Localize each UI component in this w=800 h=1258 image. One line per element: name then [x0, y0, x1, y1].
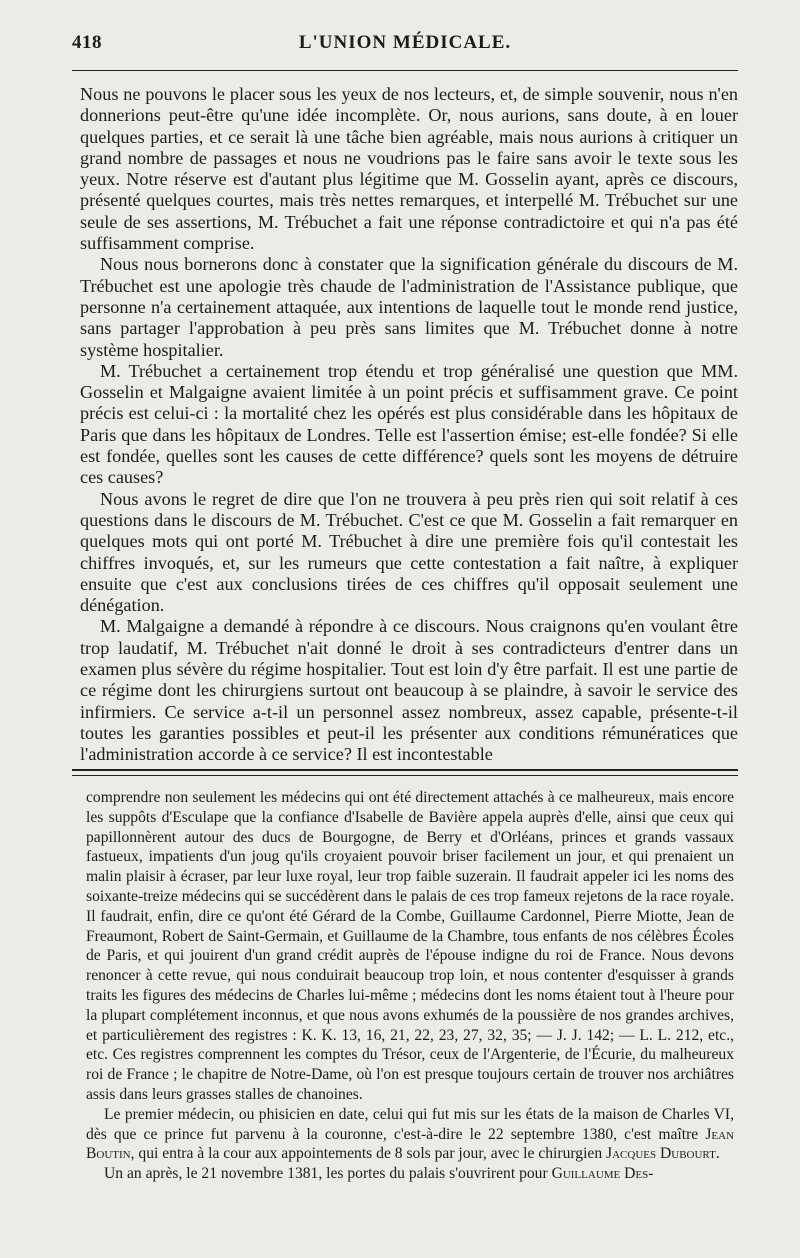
- paragraph: Nous avons le regret de dire que l'on ne trouvera à peu près rien qui soit relatif à ces questions dans le discours de M. Trébuchet. C'est ce que M. Gosselin a fait remarquer en quelques mots qui ont porté M. Trébuchet à dire une première fois qu'il contestait les chiffres invoqués, et, sur les rumeurs que cette contestation a fait naître, à expliquer ensuite que c'est aux conclusions tirées de ces chiffres qu'il opposait seulement une dénégation.: [80, 488, 738, 616]
- footnote-text-run: , qui entra à la cour aux appointements de 8 sols par jour, avec le chirurgien: [130, 1145, 607, 1163]
- page-number: 418: [72, 32, 102, 53]
- footnote-separator: [72, 769, 738, 776]
- main-text: [80, 84, 738, 766]
- person-name: Jacques Dubourt: [606, 1145, 716, 1163]
- footnote-text-run: Le premier médecin, ou phisicien en date, celui qui fut mis sur les états de la maison de Charles VI, dès que ce prince fut parvenu à la couronne, c'est-à-dire le 22 septembre 1380, c'est maître: [86, 1105, 734, 1143]
- footnote-paragraph: [86, 1164, 734, 1184]
- footnote-paragraph: [86, 1105, 734, 1164]
- page-header: [72, 32, 738, 62]
- person-name: Guillaume Des-: [551, 1165, 654, 1183]
- person-name: Jean Boutin: [86, 1125, 734, 1163]
- paragraph: M. Trébuchet a certainement trop étendu et trop généralisé une question que MM. Gosselin et Malgaigne avaient limitée à un point précis et suffisamment grave. Ce point précis est celui-ci : la mortalité chez les opérés est plus considérable dans les hôpitaux de Paris que dans les hôpitaux de Londres. Telle est l'assertion émise; est-elle fondée? Si elle est fondée, quelles sont les causes de cette différence? quels sont les moyens de détruire ces causes?: [80, 360, 738, 488]
- header-rule: [72, 70, 738, 71]
- paragraph: M. Malgaigne a demandé à répondre à ce discours. Nous craignons qu'en voulant être trop laudatif, M. Trébuchet n'ait donné le droit à ses contradicteurs d'entrer dans un examen plus sévère du régime hospitalier. Tout est loin d'y être parfait. Il est une partie de ce régime dont les chirurgiens surtout ont beaucoup à se plaindre, à savoir le service des infirmiers. Ce service a-t-il un personnel assez nombreux, assez capable, présente-t-il toutes les garanties possibles et peut-il les présenter aux conditions rémunératices que l'administration accorde à ce service? Il est incontestable: [80, 616, 738, 765]
- footnote: [86, 788, 734, 1184]
- footnote-paragraph: comprendre non seulement les médecins qui ont été directement attachés à ce malheureux, mais encore les suppôts d'Esculape que la confiance d'Isabelle de Bavière appela auprès d'elle, ainsi que ceux qui papillonnèrent autour des ducs de Bourgogne, de Berry et d'Orléans, princes et grands vassaux fastueux, impatients d'un joug qu'ils croyaient pouvoir briser facilement un jour, et qui prenaient un malin plaisir à écraser, par leur luxe royal, leur trop faible suzerain. Il faudrait appeler ici les noms des soixante-treize médecins qui se succédèrent dans le palais de ces trop fameux rejetons de la race royale. Il faudrait, enfin, dire ce qu'ont été Gérard de la Combe, Guillaume Cardonnel, Pierre Miotte, Jean de Freaumont, Robert de Saint-Germain, et Guillaume de la Chambre, tous enfants de nos célèbres Écoles de Paris, et qui jouirent d'un grand crédit auprès de l'épouse indigne du roi de France. Nous devons renoncer à cette revue, qui nous conduirait beaucoup trop loin, et nous contenter d'esquisser à grands traits les figures des médecins de Charles lui-même ; médecins dont les noms étaient tout à l'heure pour la plupart complétement inconnus, et que nous avons exhumés de la poussière de nos grandes archives, et particulièrement des registres : K. K. 13, 16, 21, 22, 23, 27, 32, 35; — J. J. 142; — L. L. 212, etc., etc. Ces registres comprennent les comptes du Trésor, ceux de l'Argenterie, de l'Écurie, du malheureux roi de France ; le chapitre de Notre-Dame, où l'on est presque toujours certain de trouver nos archiâtres assis dans leurs grasses stalles de chanoines.: [86, 789, 734, 1103]
- footnote-text-run: .: [715, 1145, 720, 1163]
- running-title: L'UNION MÉDICALE.: [298, 32, 512, 53]
- footnote-text-run: Un an après, le 21 novembre 1381, les portes du palais s'ouvrirent pour: [104, 1165, 552, 1183]
- paragraph: Nous ne pouvons le placer sous les yeux de nos lecteurs, et, de simple souvenir, nous n'en donnerions peut-être qu'une idée incomplète. Or, nous aurions, sans doute, à en louer quelques parties, et ce serait là une tâche bien agréable, mais nous aurions à critiquer un grand nombre de passages et nous ne voudrions pas le faire sans avoir le texte sous les yeux. Notre réserve est d'autant plus légitime que M. Gosselin ayant, après ce discours, présenté quelques courtes, mais très nettes remarques, et interpellé M. Trébuchet sur une seule de ses assertions, M. Trébuchet a fait une réponse contradictoire et qui n'a pas été suffisamment comprise.: [80, 84, 738, 254]
- paragraph: Nous nous bornerons donc à constater que la signification générale du discours de M. Trébuchet est une apologie très chaude de l'administration de l'Assistance publique, que personne n'a certainement attaquée, aux intentions de laquelle tout le monde rend justice, sans partager l'approbation à peu près sans limites que M. Trébuchet donne à notre système hospitalier.: [80, 254, 738, 360]
